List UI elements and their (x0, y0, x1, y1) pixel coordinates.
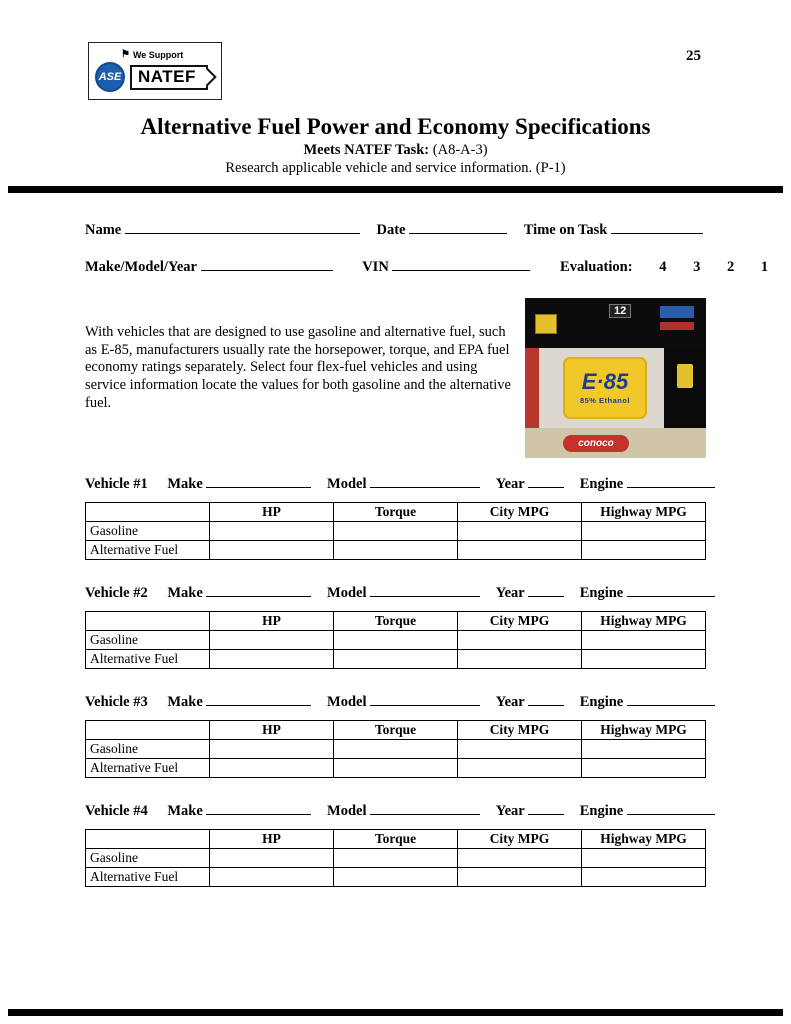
alt-fuel-label: Alternative Fuel (86, 650, 210, 669)
vehicle-2-spec-table (85, 611, 706, 669)
blue-label-icon (660, 306, 694, 318)
make-blank (206, 691, 311, 706)
spec-value-cell (334, 541, 458, 560)
spec-value-cell (334, 631, 458, 650)
make-label: Make (167, 694, 203, 710)
model-blank (370, 582, 480, 597)
year-blank (528, 800, 564, 815)
spec-value-cell (458, 541, 582, 560)
engine-label: Engine (579, 476, 624, 492)
engine-blank (627, 582, 715, 597)
hp-header: HP (210, 612, 334, 631)
intro-paragraph: With vehicles that are designed to use gasoline and alternative fuel, such as E-85, manufacturers usually rate the horsepower, torque, and EPA fuel economy ratings separately. Select four flex-fuel vehicles and using service information locate the values for both gasoline and the alternative fuel. (85, 324, 511, 411)
page-number: 25 (686, 48, 701, 64)
logo-main (95, 62, 215, 92)
we-support-label (95, 50, 215, 60)
spec-value-cell (210, 868, 334, 887)
torque-header: Torque (334, 503, 458, 522)
gasoline-row (86, 631, 706, 650)
evaluation-2: 2 (726, 259, 735, 275)
evaluation-4: 4 (659, 259, 667, 275)
pump-panel (539, 348, 664, 428)
model-blank (370, 691, 480, 706)
spec-value-cell (458, 740, 582, 759)
highway-mpg-header: Highway MPG (582, 721, 706, 740)
spec-value-cell (582, 868, 706, 887)
year-label: Year (495, 803, 525, 819)
model-label: Model (327, 803, 367, 819)
year-label: Year (495, 476, 525, 492)
pump-nozzle-column (664, 348, 706, 428)
engine-blank (627, 473, 715, 488)
spec-value-cell (582, 759, 706, 778)
spec-value-cell (458, 631, 582, 650)
alt-fuel-label: Alternative Fuel (86, 868, 210, 887)
make-blank (206, 473, 311, 488)
alt-fuel-label: Alternative Fuel (86, 759, 210, 778)
gasoline-row (86, 522, 706, 541)
gasoline-label: Gasoline (86, 740, 210, 759)
spec-value-cell (582, 650, 706, 669)
natef-logo (88, 42, 222, 100)
year-blank (528, 473, 564, 488)
year-blank (528, 691, 564, 706)
natef-text: NATEF (138, 66, 196, 86)
name-date-line (85, 219, 706, 239)
vin-label: VIN (362, 259, 389, 275)
date-blank (409, 219, 507, 234)
city-mpg-header: City MPG (458, 503, 582, 522)
empty-header-cell (86, 503, 210, 522)
model-blank (370, 473, 480, 488)
spec-value-cell (210, 631, 334, 650)
alt-fuel-label: Alternative Fuel (86, 541, 210, 560)
torque-header: Torque (334, 721, 458, 740)
make-model-year-blank (201, 256, 333, 271)
page-title: Alternative Fuel Power and Economy Specifications (140, 114, 651, 139)
warning-sticker-icon (535, 314, 557, 334)
city-mpg-header: City MPG (458, 830, 582, 849)
conoco-brand-badge: conoco (563, 435, 629, 452)
empty-header-cell (86, 721, 210, 740)
e85-sign-text: E·85 (581, 369, 629, 394)
e85-sign-subtext: 85% Ethanol (579, 396, 631, 405)
pump-number-badge: 12 (609, 304, 631, 318)
gasoline-label: Gasoline (86, 849, 210, 868)
table-header-row (86, 721, 706, 740)
make-label: Make (167, 476, 203, 492)
gasoline-row (86, 740, 706, 759)
make-blank (206, 800, 311, 815)
spec-value-cell (334, 759, 458, 778)
empty-header-cell (86, 830, 210, 849)
vin-blank (392, 256, 530, 271)
spec-value-cell (210, 541, 334, 560)
spec-value-cell (458, 849, 582, 868)
spec-value-cell (458, 522, 582, 541)
task-label: Meets NATEF Task: (303, 142, 430, 158)
time-on-task-label: Time on Task (523, 222, 608, 238)
highway-mpg-header: Highway MPG (582, 503, 706, 522)
torque-header: Torque (334, 830, 458, 849)
city-mpg-header: City MPG (458, 721, 582, 740)
make-label: Make (167, 803, 203, 819)
evaluation-3: 3 (693, 259, 701, 275)
time-on-task-blank (611, 219, 703, 234)
evaluation-label: Evaluation: (560, 259, 633, 275)
red-label-icon (660, 322, 694, 330)
alt-fuel-row (86, 541, 706, 560)
spec-value-cell (210, 759, 334, 778)
table-header-row (86, 830, 706, 849)
engine-label: Engine (579, 694, 624, 710)
spec-value-cell (582, 522, 706, 541)
model-label: Model (327, 585, 367, 601)
spec-value-cell (582, 541, 706, 560)
intro-row (85, 298, 706, 458)
vehicle-4-line (85, 800, 706, 820)
we-support-text: We Support (132, 50, 184, 60)
date-label: Date (376, 222, 406, 238)
gasoline-label: Gasoline (86, 522, 210, 541)
name-label: Name (85, 222, 122, 238)
task-description: Research applicable vehicle and service information. (P-1) (225, 160, 566, 176)
task-subtitle (0, 142, 791, 159)
engine-label: Engine (579, 585, 624, 601)
engine-blank (627, 691, 715, 706)
fuel-pump-photo (525, 298, 706, 458)
vehicle-4-spec-table (85, 829, 706, 887)
task-code: (A8-A-3) (432, 142, 488, 158)
model-label: Model (327, 476, 367, 492)
hp-header: HP (210, 721, 334, 740)
name-blank (125, 219, 360, 234)
page-content (0, 219, 791, 887)
make-blank (206, 582, 311, 597)
vehicle-4-label: Vehicle #4 (85, 803, 148, 819)
year-blank (528, 582, 564, 597)
gasoline-row (86, 849, 706, 868)
nozzle-tag-icon (677, 364, 693, 388)
year-label: Year (495, 694, 525, 710)
highway-mpg-header: Highway MPG (582, 612, 706, 631)
vehicle-1-label: Vehicle #1 (85, 476, 148, 492)
vehicle-2-line (85, 582, 706, 602)
engine-label: Engine (579, 803, 624, 819)
model-label: Model (327, 694, 367, 710)
city-mpg-header: City MPG (458, 612, 582, 631)
ase-gear-icon: ASE (95, 62, 125, 92)
highway-mpg-header: Highway MPG (582, 830, 706, 849)
engine-blank (627, 800, 715, 815)
natef-key-arrow (130, 65, 208, 90)
hp-header: HP (210, 503, 334, 522)
vehicle-1-spec-table (85, 502, 706, 560)
year-label: Year (495, 585, 525, 601)
hp-header: HP (210, 830, 334, 849)
spec-value-cell (582, 849, 706, 868)
spec-value-cell (334, 740, 458, 759)
empty-header-cell (86, 612, 210, 631)
table-header-row (86, 503, 706, 522)
gasoline-label: Gasoline (86, 631, 210, 650)
evaluation-1: 1 (760, 259, 769, 275)
spec-value-cell (458, 759, 582, 778)
spec-value-cell (458, 650, 582, 669)
page-header-row (0, 0, 791, 100)
e85-sign (563, 357, 647, 419)
flag-icon: ⚑ (121, 49, 130, 60)
make-label: Make (167, 585, 203, 601)
spec-value-cell (210, 650, 334, 669)
spec-value-cell (334, 650, 458, 669)
model-blank (370, 800, 480, 815)
vehicle-3-label: Vehicle #3 (85, 694, 148, 710)
pump-body (525, 348, 706, 428)
spec-value-cell (334, 868, 458, 887)
pump-red-side (525, 348, 539, 428)
pump-top-panel (525, 298, 706, 348)
make-model-year-label: Make/Model/Year (85, 259, 197, 275)
divider-top (8, 186, 783, 193)
alt-fuel-row (86, 868, 706, 887)
spec-value-cell (210, 740, 334, 759)
spec-value-cell (582, 631, 706, 650)
vehicle-2-label: Vehicle #2 (85, 585, 148, 601)
spec-value-cell (334, 849, 458, 868)
alt-fuel-row (86, 759, 706, 778)
vehicle-3-spec-table (85, 720, 706, 778)
spec-value-cell (334, 522, 458, 541)
table-header-row (86, 612, 706, 631)
pump-bottom-panel (525, 428, 706, 458)
alt-fuel-row (86, 650, 706, 669)
spec-value-cell (210, 849, 334, 868)
spec-value-cell (210, 522, 334, 541)
vehicle-id-line (85, 256, 769, 276)
divider-bottom (8, 1009, 783, 1016)
torque-header: Torque (334, 612, 458, 631)
vehicle-3-line (85, 691, 706, 711)
vehicle-1-line (85, 473, 706, 493)
spec-value-cell (458, 868, 582, 887)
spec-value-cell (582, 740, 706, 759)
